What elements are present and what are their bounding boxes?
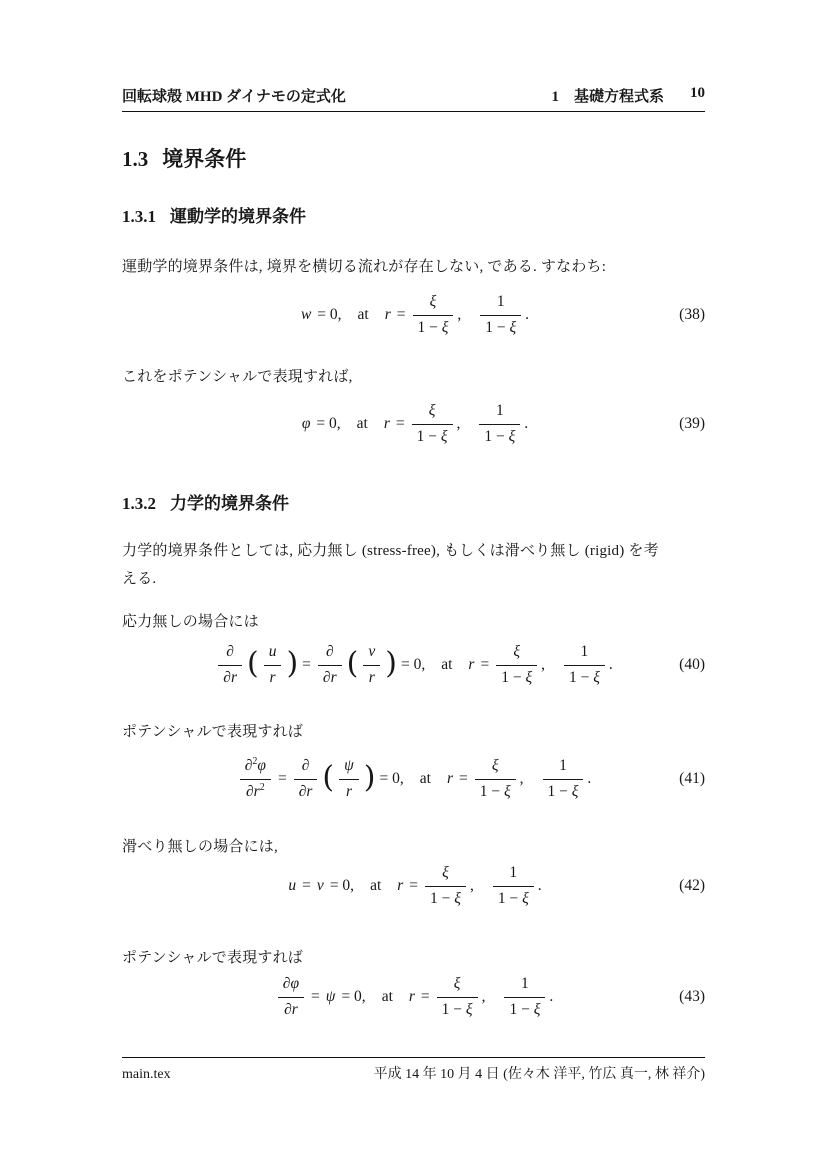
subsection-title: 力学的境界条件: [170, 494, 289, 513]
equation-number: (43): [679, 988, 705, 1005]
math-var: ξ: [593, 668, 600, 686]
fraction-denominator: [564, 666, 605, 688]
header-rule: [122, 111, 705, 112]
fraction-numerator: [264, 642, 282, 665]
math-var: ξ: [454, 889, 461, 907]
fraction: [413, 292, 454, 337]
math-const: 1 −: [485, 318, 506, 336]
math-const: 1: [509, 864, 518, 882]
fraction-denominator: [412, 425, 453, 447]
fraction-numerator: [413, 292, 454, 315]
math-var: ξ: [428, 402, 436, 420]
fraction-denominator: [339, 780, 359, 802]
math-op: = 0,: [341, 988, 366, 1005]
paragraph-potential-intro-3: ポテンシャルで表現すれば: [122, 950, 303, 966]
math-const: 1 −: [417, 318, 438, 336]
footer-date-authors: 平成 14 年 10 月 4 日 (佐々木 洋平, 竹広 真一, 林 祥介): [373, 1067, 705, 1082]
math-partial: ∂: [226, 643, 234, 661]
equation-number: (41): [679, 770, 705, 787]
fraction-denominator: [496, 666, 537, 688]
fraction-numerator: [504, 974, 545, 997]
equation-number: (42): [679, 877, 705, 894]
math-partial: ∂r: [223, 668, 237, 686]
fraction-denominator: [363, 666, 380, 688]
left-paren: (: [322, 759, 335, 795]
math-separator: ,: [457, 306, 462, 323]
fraction-numerator: [493, 863, 534, 886]
equation-number: (38): [679, 306, 705, 323]
math-var: ξ: [440, 427, 448, 445]
fraction-denominator: [264, 666, 282, 688]
math-op: =: [458, 770, 468, 787]
math-at: at: [370, 877, 382, 894]
fraction: [543, 756, 584, 801]
equation-38: [122, 285, 705, 345]
math-op: =: [302, 656, 311, 673]
math-var: φ: [290, 975, 300, 993]
fraction-numerator: [294, 756, 318, 779]
fraction-numerator: [425, 863, 466, 886]
math-superscript: 2: [259, 781, 265, 793]
fraction-denominator: [218, 666, 242, 688]
math-var: ξ: [491, 757, 499, 775]
left-paren: (: [246, 645, 259, 681]
math-var: r: [408, 988, 415, 1005]
math-partial: ∂r: [298, 782, 313, 800]
math-var: ξ: [522, 889, 529, 907]
fraction: [564, 642, 605, 687]
math-var: φ: [257, 757, 266, 775]
fraction: [493, 863, 534, 908]
math-at: at: [419, 770, 431, 787]
equation-41: [122, 749, 705, 809]
math-var: ξ: [453, 975, 461, 993]
header-section-label: 1 基礎方程式系: [551, 89, 664, 105]
math-var: r: [345, 782, 352, 800]
fraction-denominator: [543, 780, 584, 802]
math-var: r: [269, 668, 276, 686]
fraction-denominator: [240, 780, 271, 802]
fraction: [425, 863, 466, 908]
fraction: [496, 642, 537, 687]
subsection-heading-1-3-2: [122, 489, 289, 514]
fraction-numerator: [543, 756, 584, 779]
math-partial: ∂: [244, 757, 253, 775]
footer-rule: [122, 1057, 705, 1058]
math-const: 1 −: [509, 1000, 530, 1018]
fraction-denominator: [479, 425, 520, 447]
math-separator: ,: [481, 988, 486, 1005]
math-var: w: [300, 306, 312, 323]
math-period: .: [587, 770, 592, 787]
math-separator: ,: [469, 877, 474, 894]
paragraph-potential-intro-1: これをポテンシャルで表現すれば,: [122, 369, 353, 385]
fraction-denominator: [504, 998, 545, 1020]
fraction-numerator: [218, 642, 242, 665]
fraction-numerator: [240, 756, 271, 779]
math-op: =: [480, 656, 490, 673]
page-footer: [122, 1063, 705, 1083]
section-title: 境界条件: [162, 147, 247, 171]
footer-filename: main.tex: [122, 1067, 171, 1082]
fraction-denominator: [413, 316, 454, 338]
fraction-denominator: [493, 887, 534, 909]
math-op: = 0,: [400, 656, 426, 673]
math-op: =: [302, 877, 311, 894]
page-header: [122, 85, 705, 106]
fraction-denominator: [480, 316, 521, 338]
math-var: v: [368, 643, 376, 661]
math-var: ξ: [429, 293, 437, 311]
fraction-numerator: [480, 292, 521, 315]
math-var: ψ: [325, 988, 336, 1005]
fraction-numerator: [496, 642, 537, 665]
math-const: 1 −: [441, 1000, 463, 1018]
math-var: ξ: [509, 318, 517, 336]
fraction: [278, 974, 304, 1019]
math-period: .: [608, 656, 613, 673]
subsection-title: 運動学的境界条件: [170, 207, 306, 226]
math-var: ξ: [533, 1000, 541, 1018]
equation-43: [122, 967, 705, 1027]
math-partial: ∂: [325, 643, 334, 661]
math-const: 1: [559, 757, 567, 775]
math-at: at: [381, 988, 393, 1005]
math-var: ψ: [344, 757, 354, 775]
math-op: = 0,: [379, 770, 404, 787]
fraction-numerator: [339, 756, 359, 779]
math-const: 1 −: [568, 668, 590, 686]
paragraph-no-slip-case: 滑べり無しの場合には,: [122, 839, 278, 855]
right-paren: ): [286, 645, 299, 681]
fraction-numerator: [475, 756, 516, 779]
fraction-numerator: [278, 974, 304, 997]
math-partial: ∂r: [284, 1000, 298, 1018]
math-const: 1: [521, 975, 529, 993]
fraction: [363, 642, 380, 687]
paragraph-dynamic-intro: [122, 537, 710, 593]
equation-number: (39): [679, 415, 705, 432]
math-var: ξ: [571, 782, 579, 800]
math-var: u: [268, 643, 277, 661]
fraction: [504, 974, 545, 1019]
math-op: = 0,: [329, 877, 355, 894]
math-var: ξ: [442, 864, 449, 882]
fraction-numerator: [564, 642, 605, 665]
fraction-denominator: [425, 887, 466, 909]
paragraph-line: える.: [122, 571, 157, 587]
math-var: r: [468, 656, 475, 673]
fraction: [479, 401, 520, 446]
section-heading-1-3: [122, 143, 246, 173]
math-op: =: [409, 877, 419, 894]
fraction-denominator: [475, 780, 516, 802]
math-op: =: [311, 988, 320, 1005]
math-separator: ,: [456, 415, 461, 432]
math-var: u: [288, 877, 297, 894]
fraction: [480, 292, 521, 337]
math-partial: ∂r: [245, 782, 260, 800]
math-var: ξ: [465, 1000, 473, 1018]
fraction-numerator: [318, 642, 342, 665]
header-section-info: [551, 85, 705, 106]
math-period: .: [524, 415, 529, 432]
subsection-number: 1.3.2: [122, 494, 156, 513]
subsection-heading-1-3-1: [122, 202, 306, 227]
math-period: .: [537, 877, 542, 894]
paragraph-stress-free-case: 応力無しの場合には: [122, 614, 259, 630]
fraction: [264, 642, 282, 687]
math-at: at: [357, 306, 369, 323]
math-const: 1: [580, 643, 589, 661]
math-var: ξ: [525, 668, 533, 686]
fraction: [240, 756, 271, 801]
math-var: ξ: [503, 782, 511, 800]
header-page-number: 10: [690, 85, 705, 101]
math-superscript: 2: [252, 756, 258, 768]
math-const: 1 −: [501, 668, 522, 686]
math-var: r: [368, 668, 375, 686]
math-const: 1 −: [416, 427, 438, 445]
fraction-denominator: [437, 998, 478, 1020]
math-var: r: [446, 770, 453, 787]
math-op: = 0,: [317, 306, 342, 323]
math-var: r: [383, 415, 390, 432]
math-const: 1 −: [547, 782, 568, 800]
math-period: .: [525, 306, 530, 323]
equation-40: [122, 635, 705, 695]
math-const: 1: [496, 293, 505, 311]
math-period: .: [549, 988, 554, 1005]
equation-39: [122, 394, 705, 454]
section-number: 1.3: [122, 147, 149, 171]
math-var: v: [316, 877, 324, 894]
math-var: ξ: [441, 318, 449, 336]
fraction-denominator: [294, 780, 318, 802]
math-op: = 0,: [316, 415, 341, 432]
paragraph-kinematic-intro: 運動学的境界条件は, 境界を横切る流れが存在しない, である. すなわち:: [122, 259, 607, 275]
fraction-numerator: [437, 974, 478, 997]
math-var: φ: [301, 415, 311, 432]
right-paren: ): [363, 759, 376, 795]
fraction: [318, 642, 342, 687]
fraction: [339, 756, 359, 801]
fraction: [437, 974, 478, 1019]
paragraph-line: 力学的境界条件としては, 応力無し (stress-free), もしくは滑べり無し (rigid) を考: [122, 543, 659, 559]
fraction: [475, 756, 516, 801]
math-partial: ∂: [282, 975, 291, 993]
paragraph-potential-intro-2: ポテンシャルで表現すれば: [122, 724, 303, 740]
fraction: [412, 401, 453, 446]
math-const: 1 −: [430, 889, 451, 907]
math-at: at: [441, 656, 453, 673]
math-op: =: [395, 415, 405, 432]
fraction-numerator: [479, 401, 520, 424]
math-var: ξ: [513, 643, 520, 661]
right-paren: ): [385, 645, 397, 681]
math-partial: ∂: [301, 757, 310, 775]
fraction: [218, 642, 242, 687]
fraction: [294, 756, 318, 801]
math-const: 1 −: [497, 889, 519, 907]
math-var: r: [384, 306, 391, 323]
math-const: 1: [495, 402, 504, 420]
math-var: r: [397, 877, 404, 894]
math-op: =: [420, 988, 430, 1005]
math-const: 1 −: [479, 782, 501, 800]
fraction-numerator: [412, 401, 453, 424]
math-separator: ,: [519, 770, 524, 787]
math-op: =: [277, 770, 287, 787]
equation-number: (40): [679, 656, 705, 673]
equation-42: [122, 856, 705, 916]
math-var: ξ: [508, 427, 516, 445]
subsection-number: 1.3.1: [122, 207, 156, 226]
math-op: =: [396, 306, 406, 323]
math-separator: ,: [541, 656, 545, 673]
fraction-numerator: [363, 642, 380, 665]
math-const: 1 −: [484, 427, 505, 445]
math-partial: ∂r: [322, 668, 337, 686]
fraction-denominator: [278, 998, 304, 1020]
fraction-denominator: [318, 666, 342, 688]
left-paren: (: [346, 645, 359, 681]
math-at: at: [356, 415, 368, 432]
header-document-title: 回転球殻 MHD ダイナモの定式化: [122, 89, 346, 105]
